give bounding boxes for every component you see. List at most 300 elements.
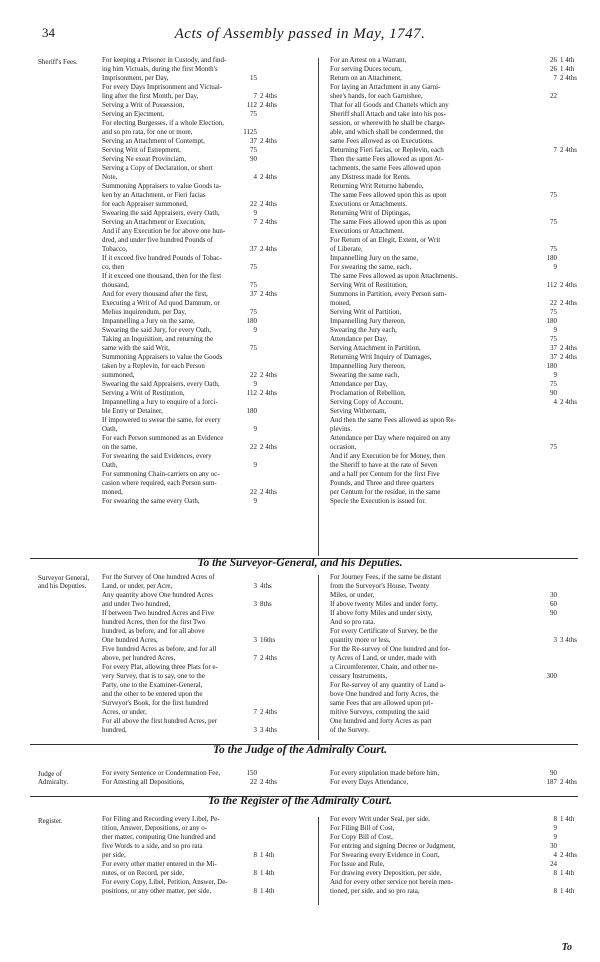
fee-fraction: 1 4th xyxy=(560,869,575,877)
fee-text: ty Acres of Land, or under, made with xyxy=(330,654,437,662)
fee-entry xyxy=(330,627,582,636)
fee-text: Returning Writ Inquiry of Damages, xyxy=(330,353,432,361)
fee-entry xyxy=(330,254,582,263)
fee-text: For Swearing every Evidence in Court, xyxy=(330,851,440,859)
fee-text: Serving a Writ of Possession, xyxy=(102,101,185,109)
fee-text: on the same, xyxy=(102,443,138,451)
fee-text: For every stipulation made before him, xyxy=(330,769,440,777)
fee-text: For Attesting all Depositions, xyxy=(102,778,185,786)
fee-amount: 7 xyxy=(253,218,257,226)
fee-text: same with the said Writ, xyxy=(102,344,170,352)
column-divider xyxy=(318,575,319,740)
fee-text: per side, xyxy=(102,851,126,859)
fee-amount: 75 xyxy=(250,344,257,352)
fee-entry xyxy=(102,119,282,128)
fee-entry xyxy=(102,326,282,335)
fee-entry xyxy=(102,272,282,281)
fee-entry xyxy=(330,92,582,101)
fee-entry xyxy=(330,371,582,380)
fee-text: ther matter, computing One hundred and xyxy=(102,833,216,841)
fee-entry xyxy=(102,869,282,878)
fee-amount: 75 xyxy=(250,146,257,154)
fee-amount: 7 xyxy=(553,74,557,82)
fee-text: and the other to be entered upon the xyxy=(102,690,203,698)
fee-entry xyxy=(330,887,582,896)
fee-entry xyxy=(102,182,282,191)
fee-entry xyxy=(330,236,582,245)
fee-entry xyxy=(330,717,582,726)
fee-text: Returning Writ of Diptingas, xyxy=(330,209,411,217)
fee-entry xyxy=(330,110,582,119)
fee-entry xyxy=(330,407,582,416)
fee-text: Serving Attachment in Partition, xyxy=(330,344,421,352)
fee-entry xyxy=(330,860,582,869)
fee-entry xyxy=(102,380,282,389)
fee-entry xyxy=(102,645,282,654)
fee-text: If between Two hundred Acres and Five xyxy=(102,609,215,617)
fee-text: above, per hundred Acres, xyxy=(102,654,176,662)
fee-text: tition, Answer, Depositions, or any o- xyxy=(102,824,208,832)
fee-amount: 15 xyxy=(250,74,257,82)
fee-entry xyxy=(330,281,582,290)
fee-text: For Return of an Elegit, Extent, or Writ xyxy=(330,236,441,244)
fee-entry xyxy=(330,497,582,506)
fee-text: One hundred Acres, xyxy=(102,636,158,644)
fee-amount: 180 xyxy=(546,317,557,325)
fee-amount: 22 xyxy=(550,299,557,307)
fee-entry xyxy=(102,110,282,119)
fee-text: If impowered to swear the same, for every xyxy=(102,416,221,424)
fee-fraction: 2 4ths xyxy=(560,344,577,352)
fee-amount: 187 xyxy=(546,778,557,786)
fee-amount: 3 xyxy=(553,636,557,644)
fee-amount: 8 xyxy=(553,815,557,823)
fee-amount: 9 xyxy=(253,380,257,388)
column-divider xyxy=(318,58,319,556)
fee-text: And if any Execution be for above one hun- xyxy=(102,227,226,235)
fee-fraction: 2 4ths xyxy=(260,218,277,226)
fee-text: Impannelling Jury thereon, xyxy=(330,317,406,325)
fee-entry xyxy=(330,290,582,299)
fee-text: Proclamation of Rebellion, xyxy=(330,389,406,397)
fee-entry xyxy=(102,851,282,860)
fee-amount: 112 xyxy=(546,281,557,289)
fee-text: of the Survey. xyxy=(330,726,370,734)
fee-entry xyxy=(102,425,282,434)
fee-entry xyxy=(330,416,582,425)
fee-entry xyxy=(102,470,282,479)
fee-entry xyxy=(102,636,282,645)
fee-entry xyxy=(102,191,282,200)
fee-entry xyxy=(102,443,282,452)
fee-entry xyxy=(102,416,282,425)
fee-text: For every Sentence or Condemnation Fee, xyxy=(102,769,221,777)
fee-text: Attendance per Day, xyxy=(330,335,388,343)
fee-text: Miles, or under, xyxy=(330,591,375,599)
fee-text: Summoning Appraisers to value the Goods xyxy=(102,353,223,361)
fee-text: For every Days Attendance, xyxy=(330,778,409,786)
fee-amount: 75 xyxy=(550,335,557,343)
fee-fraction: 2 4ths xyxy=(260,173,277,181)
fee-entry xyxy=(330,191,582,200)
fee-entry xyxy=(330,600,582,609)
fee-amount: 22 xyxy=(250,778,257,786)
fee-amount: 3 xyxy=(253,600,257,608)
fee-text: tachments, the same Fees allowed upon xyxy=(330,164,441,172)
fee-entry xyxy=(330,851,582,860)
fee-entry xyxy=(102,155,282,164)
fee-text: a Circumferenter, Chain, and other ne- xyxy=(330,663,438,671)
fee-text: And so pro rata. xyxy=(330,618,376,626)
fee-amount: 22 xyxy=(250,443,257,451)
fee-text: session, or wherewith he shall be charge- xyxy=(330,119,446,127)
fee-entry xyxy=(330,663,582,672)
fee-fraction: 2 4ths xyxy=(260,101,277,109)
fee-text: Serving Writ of Restitution, xyxy=(330,281,408,289)
fee-text: For entring and signing Decree or Judgment, xyxy=(330,842,456,850)
fee-text: For every Certificate of Survey, be the xyxy=(330,627,438,635)
heading-register: To the Register of the Admiralty Court. xyxy=(207,795,393,807)
fee-entry xyxy=(330,272,582,281)
fee-entry xyxy=(102,627,282,636)
fee-entry xyxy=(330,582,582,591)
fee-entry xyxy=(330,146,582,155)
fee-entry xyxy=(102,860,282,869)
fee-text: If it exceed five hundred Pounds of Tobac- xyxy=(102,254,222,262)
fee-fraction: 2 4ths xyxy=(260,200,277,208)
fee-entry xyxy=(330,74,582,83)
fee-fraction: 2 4ths xyxy=(560,353,577,361)
fee-entry xyxy=(330,425,582,434)
fee-text: Impannelling a Jury on the same, xyxy=(102,317,195,325)
fee-entry xyxy=(330,56,582,65)
fee-amount: 150 xyxy=(246,769,257,777)
fee-text: Returning Writ Returno habendo, xyxy=(330,182,424,190)
fee-text: casion where required, each Person sum- xyxy=(102,479,217,487)
fee-text: Swearing the said Appraisers, every Oath, xyxy=(102,209,220,217)
fee-text: plevins. xyxy=(330,425,352,433)
fee-amount: 22 xyxy=(250,488,257,496)
fee-entry xyxy=(102,101,282,110)
fee-text: Serving Writ of Partition, xyxy=(330,308,402,316)
fee-amount: 7 xyxy=(253,708,257,716)
fee-entry xyxy=(102,573,282,582)
fee-fraction: 8ths xyxy=(260,600,272,608)
fee-fraction: 2 4ths xyxy=(260,389,277,397)
fee-fraction: 1 4th xyxy=(260,851,275,859)
fee-text: hundred Acres, then for the first Two xyxy=(102,618,206,626)
fee-entry xyxy=(330,591,582,600)
fee-amount: 9 xyxy=(553,371,557,379)
fee-entry xyxy=(102,681,282,690)
fee-text: Serving Copy of Account, xyxy=(330,398,404,406)
fee-text: The same Fees allowed upon this as upon xyxy=(330,191,447,199)
fee-fraction: 2 4ths xyxy=(260,92,277,100)
fee-entry xyxy=(330,128,582,137)
fee-text: Return on an Attachment, xyxy=(330,74,402,82)
fee-entry xyxy=(330,645,582,654)
fee-entry xyxy=(330,299,582,308)
register-right-column xyxy=(330,815,582,896)
fee-text: Serving a Writ of Restitution, xyxy=(102,389,185,397)
fee-fraction: 2 4ths xyxy=(260,443,277,451)
fee-amount: 75 xyxy=(250,263,257,271)
fee-text: Five hundred Acres as before, and for all xyxy=(102,645,217,653)
fee-entry xyxy=(102,200,282,209)
fee-amount: 30 xyxy=(550,842,557,850)
fee-entry xyxy=(102,842,282,851)
fee-text: Serving an Attachment of Contempt, xyxy=(102,137,205,145)
fee-text: any Distress made for Rents. xyxy=(330,173,411,181)
fee-text: the Sheriff to have at the rate of Seven xyxy=(330,461,438,469)
fee-amount: 75 xyxy=(550,380,557,388)
fee-entry xyxy=(102,878,282,887)
fee-text: The same Fees allowed upon this as upon xyxy=(330,218,447,226)
fee-text: Executing a Writ of Ad quod Damnum, or xyxy=(102,299,220,307)
fee-text: able, and which shall be condemned, the xyxy=(330,128,444,136)
fee-text: Pounds, and Three and three quarters xyxy=(330,479,435,487)
fee-text: per Centum for the residue, in the same xyxy=(330,488,441,496)
fee-amount: 60 xyxy=(550,600,557,608)
fee-text: Serving Writ of Estrepment, xyxy=(102,146,181,154)
fee-entry xyxy=(330,83,582,92)
fee-entry xyxy=(330,833,582,842)
fee-amount: 4 xyxy=(253,173,257,181)
fee-entry xyxy=(330,200,582,209)
fee-entry xyxy=(102,344,282,353)
fee-text: For every other matter entered in the Mi- xyxy=(102,860,217,868)
fee-text: Party, one to the Examiner-General, xyxy=(102,681,203,689)
fee-text: For electing Burgesses, if a whole Election, xyxy=(102,119,224,127)
fee-entry xyxy=(330,218,582,227)
fee-text: For Filing Bill of Cost, xyxy=(330,824,395,832)
fee-text: The same Fees allowed as upon Attachments. xyxy=(330,272,458,280)
fee-text: Oath, xyxy=(102,425,118,433)
fee-fraction: 2 4ths xyxy=(560,146,577,154)
fee-text: Oath, xyxy=(102,461,118,469)
fee-text: Note, xyxy=(102,173,118,181)
fee-entry xyxy=(102,769,282,778)
fee-entry xyxy=(330,173,582,182)
fee-text: For every Writ under Seal, per side, xyxy=(330,815,430,823)
fee-entry xyxy=(102,128,282,137)
fee-amount: 180 xyxy=(246,317,257,325)
judge-right-column xyxy=(330,769,582,787)
fee-text: For every Copy, Libel, Petition, Answer, De- xyxy=(102,878,228,886)
fee-text: same Fees that are allowed upon pri- xyxy=(330,699,434,707)
fee-entry xyxy=(330,335,582,344)
fee-text: ling after the first Month, per Day, xyxy=(102,92,199,100)
catchword: To xyxy=(561,942,572,953)
fee-amount: 7 xyxy=(253,654,257,662)
running-title: Acts of Assembly passed in May, 1747. xyxy=(174,26,426,42)
fee-text: Serving Ne exeat Provinciam, xyxy=(102,155,186,163)
fee-amount: 4 xyxy=(553,398,557,406)
fee-entry xyxy=(102,815,282,824)
margin-label-judge: Judge of Admiralty. xyxy=(38,770,69,786)
fee-entry xyxy=(330,389,582,398)
fee-entry xyxy=(102,654,282,663)
fee-fraction: 2 4ths xyxy=(560,851,577,859)
fee-entry xyxy=(330,672,582,681)
fee-amount: 75 xyxy=(250,281,257,289)
fee-amount: 180 xyxy=(546,254,557,262)
fee-fraction: 2 4ths xyxy=(260,371,277,379)
fee-text: Impannelling a Jury to enquire of a forci- xyxy=(102,398,218,406)
fee-entry xyxy=(102,600,282,609)
fee-text: Then the same Fees allowed as upon At- xyxy=(330,155,444,163)
fee-entry xyxy=(102,83,282,92)
fee-entry xyxy=(330,479,582,488)
heading-admiralty-judge: To the Judge of the Admiralty Court. xyxy=(213,744,387,756)
fee-text: Swearing the said Jury, for every Oath, xyxy=(102,326,212,334)
fee-text: five Words to a side, and so pro rata xyxy=(102,842,203,850)
margin-label-register: Register. xyxy=(38,817,63,825)
fee-text: occasion, xyxy=(330,443,357,451)
fee-amount: 4 xyxy=(553,851,557,859)
fee-text: mitive Surveys, computing the said xyxy=(330,708,429,716)
fee-entry xyxy=(102,407,282,416)
register-left-column xyxy=(102,815,282,896)
fee-text: For all above the first hundred Acres, per xyxy=(102,717,218,725)
fee-entry xyxy=(102,209,282,218)
fee-amount: 300 xyxy=(546,672,557,680)
fee-text: For Journey Fees, if the same be distant xyxy=(330,573,442,581)
fee-text: And for every thousand after the first, xyxy=(102,290,208,298)
fee-entry xyxy=(102,461,282,470)
fee-entry xyxy=(330,137,582,146)
section-admiralty-judge xyxy=(0,769,600,791)
fee-amount: 22 xyxy=(250,371,257,379)
fee-entry xyxy=(102,335,282,344)
fee-text: For swearing the said Evidences, every xyxy=(102,452,212,460)
fee-entry xyxy=(330,488,582,497)
fee-entry xyxy=(102,398,282,407)
fee-fraction: 2 4ths xyxy=(560,74,577,82)
fee-amount: 180 xyxy=(546,362,557,370)
fee-entry xyxy=(330,769,582,778)
fee-text: If above forty Miles and under sixty, xyxy=(330,609,433,617)
surveyor-right-column xyxy=(330,573,582,735)
fee-text: for each Appraiser summoned, xyxy=(102,200,188,208)
fee-text: co, then xyxy=(102,263,125,271)
fee-text: ing him Victuals, during the first Month's xyxy=(102,65,218,73)
fee-entry xyxy=(102,281,282,290)
fee-entry xyxy=(330,308,582,317)
fee-amount: 9 xyxy=(253,497,257,505)
fee-entry xyxy=(102,299,282,308)
fee-text: Serving a Copy of Declaration, or short xyxy=(102,164,213,172)
fee-entry xyxy=(102,263,282,272)
fee-entry xyxy=(102,389,282,398)
fee-text: and so pro rata, for one or more, xyxy=(102,128,193,136)
fee-entry xyxy=(330,654,582,663)
fee-text: Serving an Ejectment, xyxy=(102,110,165,118)
fee-fraction: 2 4ths xyxy=(260,245,277,253)
fee-entry xyxy=(330,182,582,191)
fee-amount: 37 xyxy=(550,353,557,361)
fee-fraction: 4ths xyxy=(260,582,272,590)
fee-amount: 8 xyxy=(253,887,257,895)
fee-entry xyxy=(102,317,282,326)
fee-entry xyxy=(102,236,282,245)
fee-text: thousand, xyxy=(102,281,130,289)
fee-text: cessary Instruments, xyxy=(330,672,388,680)
fee-entry xyxy=(102,290,282,299)
page-number: 34 xyxy=(42,25,55,40)
fee-text: Attendance per Day, xyxy=(330,380,388,388)
fee-entry xyxy=(102,227,282,236)
heading-surveyor: To the Surveyor-General, and his Deputies. xyxy=(197,557,403,569)
fee-text: dred, and under five hundred Pounds of xyxy=(102,236,214,244)
fee-text: For an Arrest on a Warrant, xyxy=(330,56,407,64)
fee-amount: 75 xyxy=(550,443,557,451)
fee-text: hundred, as before, and for all above xyxy=(102,627,205,635)
fee-text: If above twenty Miles and under forty, xyxy=(330,600,438,608)
fee-fraction: 2 4ths xyxy=(560,299,577,307)
fee-text: Acres, or under, xyxy=(102,708,147,716)
fee-text: Sheriff shall Attach and take into his pos- xyxy=(330,110,446,118)
fee-entry xyxy=(102,371,282,380)
fee-entry xyxy=(102,362,282,371)
fee-entry xyxy=(330,398,582,407)
fee-text: Serving an Attachment or Execution, xyxy=(102,218,206,226)
fee-entry xyxy=(102,218,282,227)
fee-amount: 3 xyxy=(253,636,257,644)
fee-text: For summoning Chain-carriers on any oc- xyxy=(102,470,220,478)
fee-text: For Issue and Rule, xyxy=(330,860,385,868)
fee-fraction: 1 4th xyxy=(560,56,575,64)
fee-text: Attendance per Day where required on any xyxy=(330,434,451,442)
fee-fraction: 2 4ths xyxy=(560,778,577,786)
fee-entry xyxy=(330,155,582,164)
fee-text: positions, or any other matter, per side, xyxy=(102,887,212,895)
fee-amount: 9 xyxy=(553,824,557,832)
fee-entry xyxy=(330,452,582,461)
fee-entry xyxy=(330,726,582,735)
fee-amount: 90 xyxy=(250,155,257,163)
fee-amount: 112 xyxy=(246,101,257,109)
fee-entry xyxy=(330,618,582,627)
fee-entry xyxy=(330,326,582,335)
fee-amount: 180 xyxy=(246,407,257,415)
fee-entry xyxy=(330,690,582,699)
fee-text: nutes, or on Record, per side, xyxy=(102,869,185,877)
sheriff-right-column xyxy=(330,56,582,506)
fee-entry xyxy=(102,778,282,787)
fee-text: summoned, xyxy=(102,371,135,379)
fee-text: Swearing the same each, xyxy=(330,371,400,379)
fee-entry xyxy=(102,245,282,254)
fee-entry xyxy=(330,878,582,887)
fee-text: And if any Execution be for Money, then xyxy=(330,452,446,460)
fee-amount: 9 xyxy=(553,326,557,334)
fee-entry xyxy=(102,887,282,896)
fee-amount: 22 xyxy=(250,200,257,208)
fee-entry xyxy=(330,362,582,371)
fee-text: ble Entry or Detainer, xyxy=(102,407,163,415)
fee-entry xyxy=(102,488,282,497)
fee-amount: 75 xyxy=(250,110,257,118)
fee-entry xyxy=(102,308,282,317)
fee-entry xyxy=(330,842,582,851)
fee-entry xyxy=(102,582,282,591)
fee-fraction: 1 4th xyxy=(260,869,275,877)
fee-amount: 9 xyxy=(253,326,257,334)
fee-text: bove One hundred and forty Acres, the xyxy=(330,690,439,698)
fee-text: And for every other service not herein men- xyxy=(330,878,454,886)
fee-text: moned, xyxy=(102,488,123,496)
